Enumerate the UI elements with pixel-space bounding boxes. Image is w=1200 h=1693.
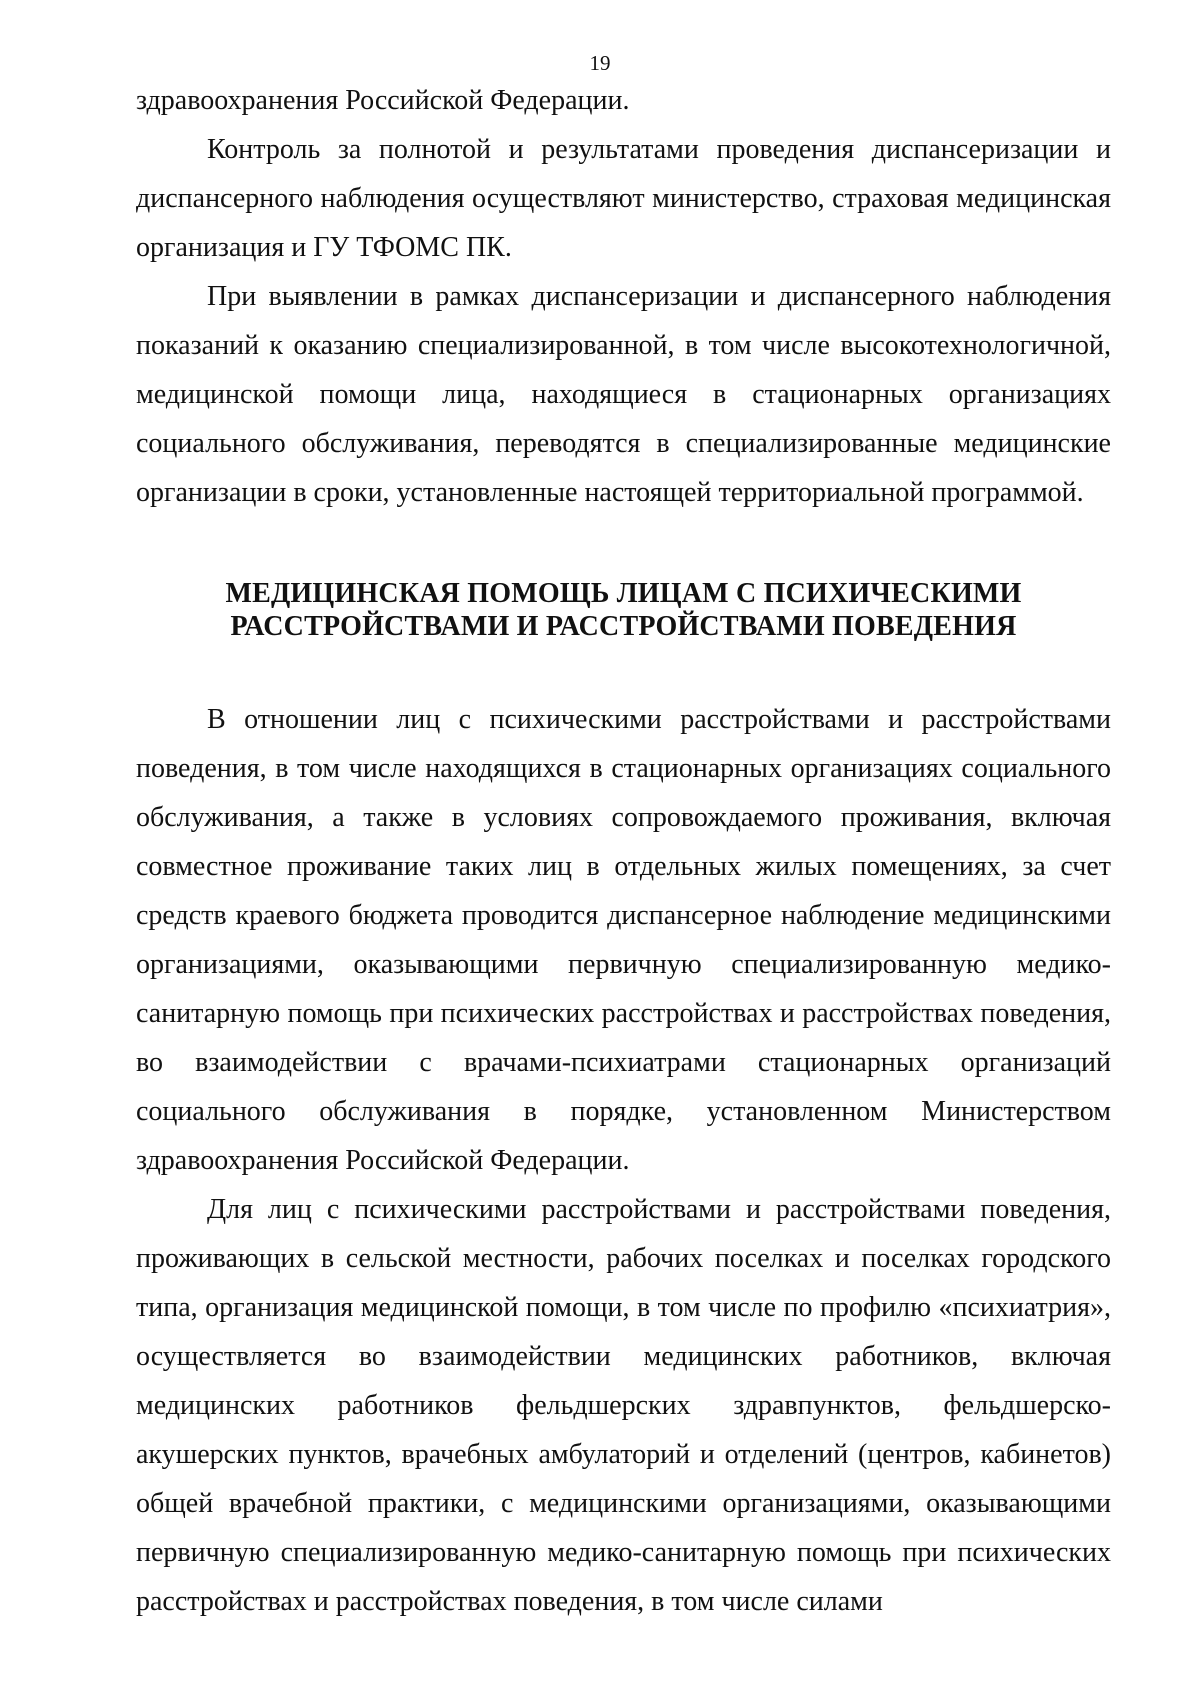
section-heading-line-1: МЕДИЦИНСКАЯ ПОМОЩЬ ЛИЦАМ С ПСИХИЧЕСКИМИ [225, 578, 1022, 609]
paragraph-transfer: При выявлении в рамках диспансеризации и диспансерного наблюдения показаний к оказанию специализированной, в том числе высокотехнологичной, медицинской помощи лица, находящиеся в стационарных организациях социального обслуживания, переводятся в специализированные медицинские организации в сроки, установленные настоящей территориальной программой. [136, 281, 1111, 508]
paragraph-rural-care: Для лиц с психическими расстройствами и расстройствами поведения, проживающих в сельской местности, рабочих поселках и поселках городского типа, организация медицинской помощи, в том числе по профилю «психиатрия», осуществляется во взаимодействии медицинских работников, включая медицинских работников фельдшерских здравпунктов, фельдшерско-акушерских пунктов, врачебных амбулаторий и отделений (центров, кабинетов) общей врачебной практики, с медицинскими организациями, оказывающими первичную специализированную медико-санитарную помощь при психических расстройствах и расстройствах поведения, в том числе силами [136, 1194, 1111, 1617]
paragraph-mental-health-observation: В отношении лиц с психическими расстройствами и расстройствами поведения, в том числе находящихся в стационарных организациях социального обслуживания, а также в условиях сопровождаемого проживания, включая совместное проживание таких лиц в отдельных жилых помещениях, за счет средств краевого бюджета проводится диспансерное наблюдение медицинскими организациями, оказывающими первичную специализированную медико-санитарную помощь при психических расстройствах и расстройствах поведения, во взаимодействии с врачами-психиатрами стационарных организаций социального обслуживания в порядке, установленном Министерством здравоохранения Российской Федерации. [136, 704, 1111, 1176]
section-heading-line-2: РАССТРОЙСТВАМИ И РАССТРОЙСТВАМИ ПОВЕДЕНИЯ [230, 611, 1017, 642]
paragraph-continuation: здравоохранения Российской Федерации. [136, 85, 630, 116]
document-body [136, 76, 1111, 1626]
section-heading [136, 577, 1111, 643]
paragraph-control: Контроль за полнотой и результатами проведения диспансеризации и диспансерного наблюдения осуществляют министерство, страховая медицинская организация и ГУ ТФОМС ПК. [136, 134, 1111, 263]
page-number: 19 [589, 51, 611, 75]
